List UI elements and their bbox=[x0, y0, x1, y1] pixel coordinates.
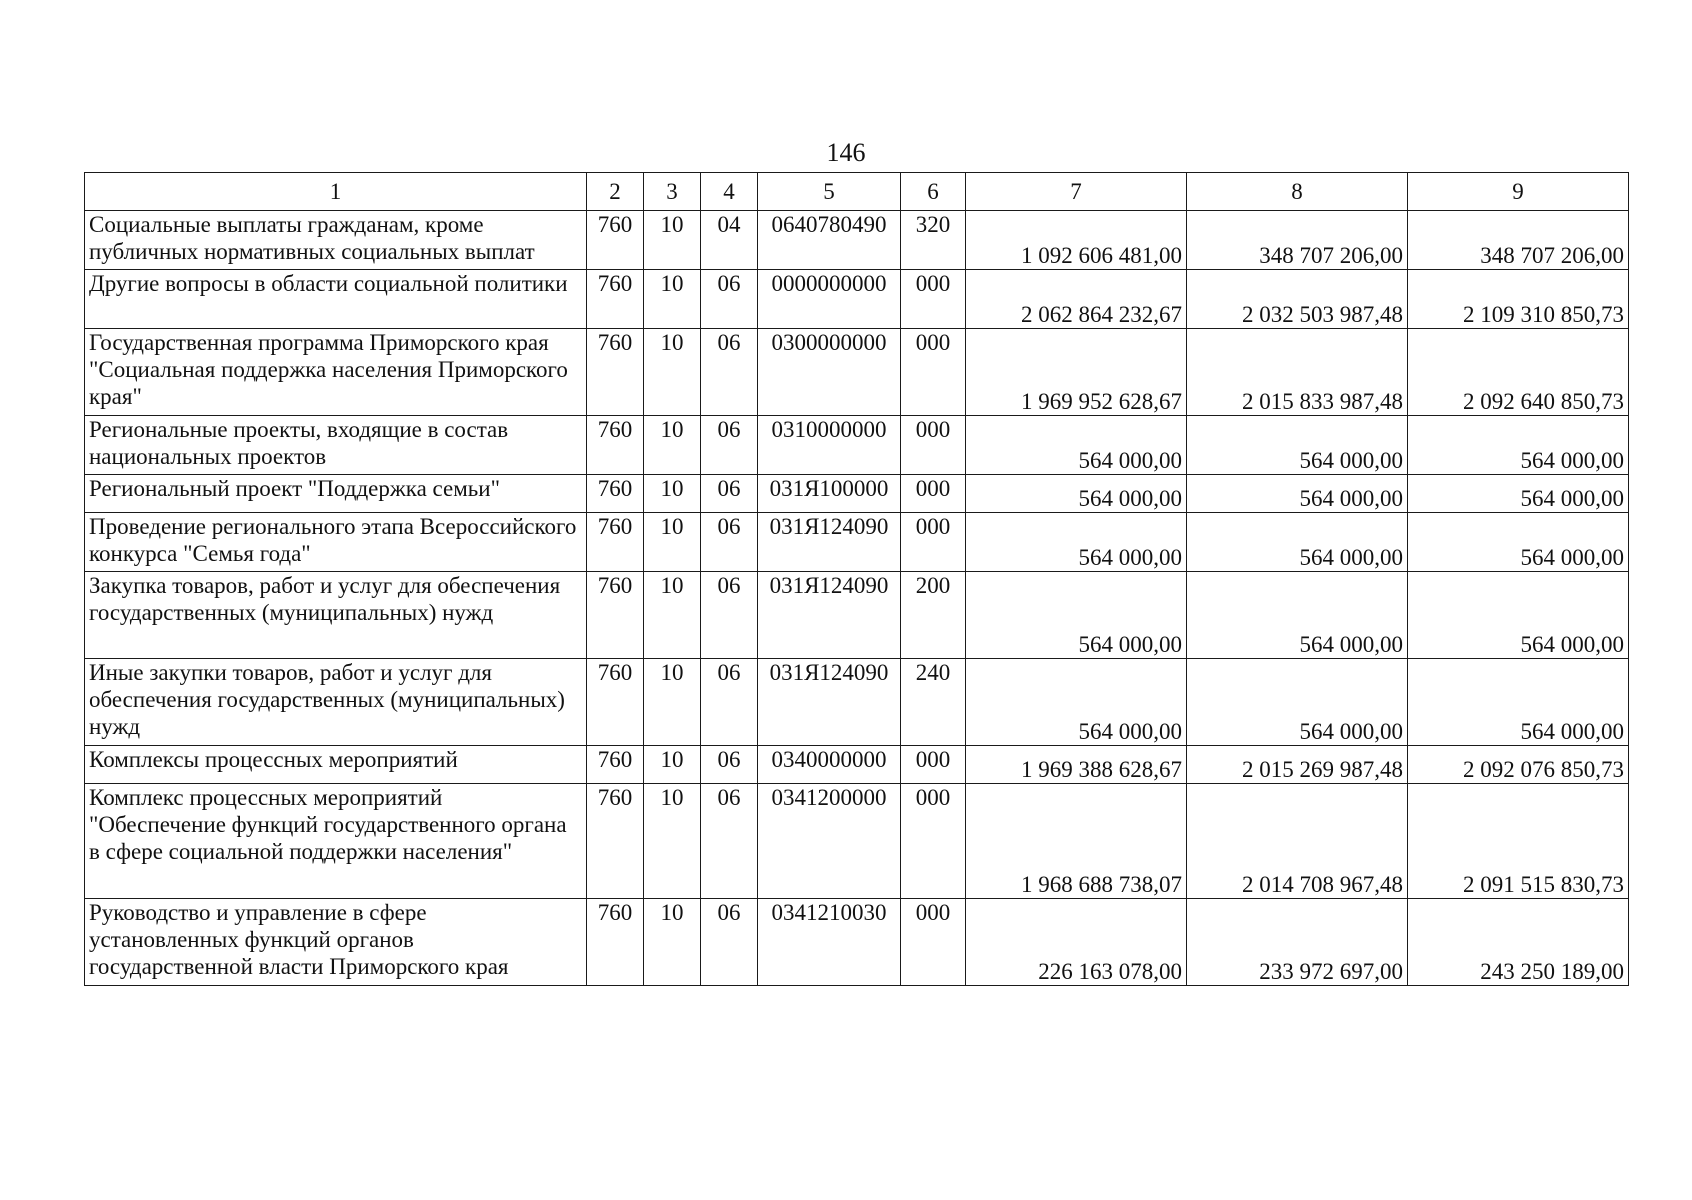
code-col4: 06 bbox=[701, 513, 758, 572]
row-name: Комплексы процессных мероприятий bbox=[85, 746, 587, 784]
amount-col7: 564 000,00 bbox=[966, 475, 1187, 513]
amount-col9: 564 000,00 bbox=[1408, 659, 1629, 746]
amount-col8: 564 000,00 bbox=[1187, 659, 1408, 746]
amount-col7: 226 163 078,00 bbox=[966, 899, 1187, 986]
amount-col8: 348 707 206,00 bbox=[1187, 211, 1408, 270]
row-name: Закупка товаров, работ и услуг для обеспечения государственных (муниципальных) нужд bbox=[85, 572, 587, 659]
code-col6: 000 bbox=[901, 329, 966, 416]
code-col2: 760 bbox=[587, 784, 644, 899]
code-col4: 06 bbox=[701, 329, 758, 416]
header-cell: 4 bbox=[701, 173, 758, 211]
code-col5: 0340000000 bbox=[758, 746, 901, 784]
amount-col7: 1 968 688 738,07 bbox=[966, 784, 1187, 899]
table-row bbox=[85, 746, 1629, 784]
amount-col9: 348 707 206,00 bbox=[1408, 211, 1629, 270]
code-col4: 06 bbox=[701, 416, 758, 475]
row-name: Государственная программа Приморского края "Социальная поддержка населения Приморского края" bbox=[85, 329, 587, 416]
amount-col9: 2 109 310 850,73 bbox=[1408, 270, 1629, 329]
amount-col9: 564 000,00 bbox=[1408, 475, 1629, 513]
code-col3: 10 bbox=[644, 416, 701, 475]
table-row bbox=[85, 659, 1629, 746]
code-col6: 240 bbox=[901, 659, 966, 746]
code-col6: 000 bbox=[901, 784, 966, 899]
code-col3: 10 bbox=[644, 270, 701, 329]
budget-table bbox=[84, 172, 1629, 986]
table-row bbox=[85, 572, 1629, 659]
amount-col8: 564 000,00 bbox=[1187, 475, 1408, 513]
code-col3: 10 bbox=[644, 329, 701, 416]
code-col6: 000 bbox=[901, 270, 966, 329]
code-col5: 0341210030 bbox=[758, 899, 901, 986]
code-col5: 0640780490 bbox=[758, 211, 901, 270]
amount-col9: 2 091 515 830,73 bbox=[1408, 784, 1629, 899]
code-col4: 06 bbox=[701, 899, 758, 986]
code-col2: 760 bbox=[587, 211, 644, 270]
amount-col7: 1 969 952 628,67 bbox=[966, 329, 1187, 416]
code-col3: 10 bbox=[644, 513, 701, 572]
code-col6: 000 bbox=[901, 475, 966, 513]
code-col5: 031Я124090 bbox=[758, 572, 901, 659]
amount-col9: 2 092 076 850,73 bbox=[1408, 746, 1629, 784]
code-col4: 06 bbox=[701, 475, 758, 513]
code-col3: 10 bbox=[644, 746, 701, 784]
amount-col8: 564 000,00 bbox=[1187, 416, 1408, 475]
code-col4: 06 bbox=[701, 659, 758, 746]
code-col5: 031Я124090 bbox=[758, 513, 901, 572]
amount-col9: 564 000,00 bbox=[1408, 416, 1629, 475]
amount-col7: 564 000,00 bbox=[966, 659, 1187, 746]
code-col6: 000 bbox=[901, 416, 966, 475]
amount-col9: 243 250 189,00 bbox=[1408, 899, 1629, 986]
code-col3: 10 bbox=[644, 572, 701, 659]
row-name: Иные закупки товаров, работ и услуг для обеспечения государственных (муниципальных) нужд bbox=[85, 659, 587, 746]
code-col2: 760 bbox=[587, 513, 644, 572]
code-col6: 320 bbox=[901, 211, 966, 270]
code-col4: 06 bbox=[701, 572, 758, 659]
page-number: 146 bbox=[826, 138, 866, 167]
table-header-row bbox=[85, 173, 1629, 211]
header-cell: 7 bbox=[966, 173, 1187, 211]
row-name: Комплекс процессных мероприятий "Обеспечение функций государственного органа в сфере социальной поддержки населения" bbox=[85, 784, 587, 899]
code-col3: 10 bbox=[644, 899, 701, 986]
code-col4: 06 bbox=[701, 746, 758, 784]
code-col2: 760 bbox=[587, 270, 644, 329]
header-cell: 8 bbox=[1187, 173, 1408, 211]
code-col2: 760 bbox=[587, 659, 644, 746]
header-cell: 2 bbox=[587, 173, 644, 211]
code-col2: 760 bbox=[587, 329, 644, 416]
code-col5: 0000000000 bbox=[758, 270, 901, 329]
row-name: Проведение регионального этапа Всероссийского конкурса "Семья года" bbox=[85, 513, 587, 572]
table-row bbox=[85, 270, 1629, 329]
table-row bbox=[85, 899, 1629, 986]
header-cell: 9 bbox=[1408, 173, 1629, 211]
code-col5: 0341200000 bbox=[758, 784, 901, 899]
code-col6: 000 bbox=[901, 513, 966, 572]
amount-col7: 1 969 388 628,67 bbox=[966, 746, 1187, 784]
table-row bbox=[85, 416, 1629, 475]
row-name: Региональные проекты, входящие в состав национальных проектов bbox=[85, 416, 587, 475]
amount-col7: 1 092 606 481,00 bbox=[966, 211, 1187, 270]
amount-col7: 564 000,00 bbox=[966, 572, 1187, 659]
code-col5: 031Я124090 bbox=[758, 659, 901, 746]
amount-col8: 2 015 269 987,48 bbox=[1187, 746, 1408, 784]
table-row bbox=[85, 475, 1629, 513]
amount-col9: 564 000,00 bbox=[1408, 572, 1629, 659]
amount-col9: 564 000,00 bbox=[1408, 513, 1629, 572]
header-cell: 1 bbox=[85, 173, 587, 211]
code-col3: 10 bbox=[644, 784, 701, 899]
code-col2: 760 bbox=[587, 416, 644, 475]
code-col2: 760 bbox=[587, 572, 644, 659]
code-col6: 000 bbox=[901, 899, 966, 986]
amount-col9: 2 092 640 850,73 bbox=[1408, 329, 1629, 416]
amount-col8: 2 015 833 987,48 bbox=[1187, 329, 1408, 416]
amount-col8: 233 972 697,00 bbox=[1187, 899, 1408, 986]
code-col2: 760 bbox=[587, 475, 644, 513]
code-col4: 04 bbox=[701, 211, 758, 270]
code-col4: 06 bbox=[701, 270, 758, 329]
amount-col7: 564 000,00 bbox=[966, 513, 1187, 572]
code-col4: 06 bbox=[701, 784, 758, 899]
row-name: Социальные выплаты гражданам, кроме публичных нормативных социальных выплат bbox=[85, 211, 587, 270]
header-cell: 5 bbox=[758, 173, 901, 211]
code-col3: 10 bbox=[644, 475, 701, 513]
code-col3: 10 bbox=[644, 659, 701, 746]
code-col2: 760 bbox=[587, 899, 644, 986]
amount-col7: 2 062 864 232,67 bbox=[966, 270, 1187, 329]
table-row bbox=[85, 784, 1629, 899]
row-name: Руководство и управление в сфере установленных функций органов государственной власти Приморского края bbox=[85, 899, 587, 986]
amount-col8: 564 000,00 bbox=[1187, 513, 1408, 572]
amount-col7: 564 000,00 bbox=[966, 416, 1187, 475]
code-col2: 760 bbox=[587, 746, 644, 784]
header-cell: 6 bbox=[901, 173, 966, 211]
header-cell: 3 bbox=[644, 173, 701, 211]
table-row bbox=[85, 513, 1629, 572]
code-col5: 031Я100000 bbox=[758, 475, 901, 513]
table-row bbox=[85, 211, 1629, 270]
amount-col8: 2 014 708 967,48 bbox=[1187, 784, 1408, 899]
amount-col8: 564 000,00 bbox=[1187, 572, 1408, 659]
code-col5: 0300000000 bbox=[758, 329, 901, 416]
table-row bbox=[85, 329, 1629, 416]
code-col5: 0310000000 bbox=[758, 416, 901, 475]
code-col6: 200 bbox=[901, 572, 966, 659]
code-col3: 10 bbox=[644, 211, 701, 270]
row-name: Другие вопросы в области социальной политики bbox=[85, 270, 587, 329]
amount-col8: 2 032 503 987,48 bbox=[1187, 270, 1408, 329]
code-col6: 000 bbox=[901, 746, 966, 784]
row-name: Региональный проект "Поддержка семьи" bbox=[85, 475, 587, 513]
